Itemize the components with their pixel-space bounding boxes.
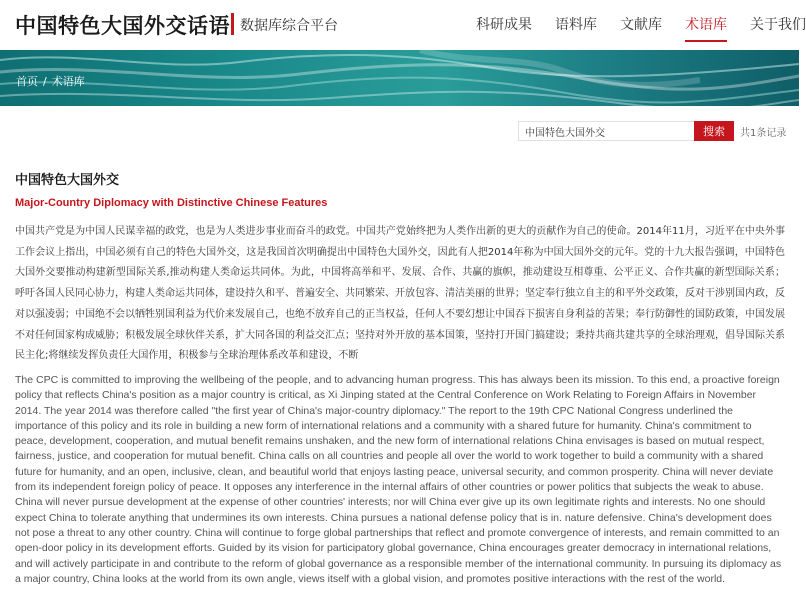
- nav-item-terminology[interactable]: 术语库: [685, 14, 727, 42]
- breadcrumb-home[interactable]: 首页: [16, 75, 38, 88]
- term-definition-en: The CPC is committed to improving the wellbeing of the people, and to advancing human progress. This has always been its mission. To this end, a proactive foreign policy that reflects China's position as a major country is critical, as Xi Jinping stated at the Central Conference on Work Relating to Foreign Affairs in November 2014. The year 2014 was therefore called "the first year of China's major-country diplomacy." The report to the 19th CPC National Congress underlined the importance of this policy and its role in building a new form of international relations and a community with a shared future for humanity. China's commitment to peace, development, cooperation, and mutual benefit remains unshaken, and the new form of international relations China envisages is based on mutual respect, fairness, justice, and cooperation for mutual benefit. China calls on all countries and people all over the world to work together to build a community with a shared future for humanity, and an open, inclusive, clean, and beautiful world that enjoys lasting peace, universal security, and common prosperity. China will never deviate from its independent foreign policy of peace. It opposes any interference in the internal affairs of other countries or power politics that subjects the weak to abuse. China will never pursue development at the expense of other countries' interests; nor will China ever give up its own legitimate rights and interests. No one should expect China to tolerate anything that undermines its own interests. China pursues a national defense policy that is in. nature defensive. China's development does not pose a threat to any other country. China will continue to forge global partnerships that reflect and promote convergence of interests, and remain committed to an open-door policy in its development efforts. Guided by its vision for participatory global governance, China encourages greater democracy in international relations, and will actively participate in and contribute to the reform of global governance as a responsible member of the international community. In pursuing its diplomacy as a major country, China looks at the world from its own angle, views itself with a global vision, and promotes positive interactions with the rest of the world.: [15, 374, 782, 585]
- breadcrumb: [16, 73, 85, 89]
- breadcrumb-separator: /: [43, 75, 47, 88]
- search-bar: [518, 121, 786, 141]
- site-logo-subtitle: 数据库综合平台: [240, 18, 338, 34]
- term-title-en: Major-Country Diplomacy with Distinctive Chinese Features: [15, 197, 328, 209]
- logo-divider: [231, 13, 234, 35]
- nav-item-corpus[interactable]: 语料库: [555, 17, 597, 33]
- term-title-zh: 中国特色大国外交: [15, 173, 120, 188]
- site-logo-title[interactable]: 中国特色大国外交话语: [15, 14, 230, 38]
- nav-item-about[interactable]: 关于我们: [750, 17, 806, 33]
- water-wave-image: [0, 50, 799, 106]
- page-banner: [0, 50, 799, 106]
- main-nav: [476, 14, 806, 42]
- result-count: 共1条记录: [740, 127, 787, 139]
- breadcrumb-current: 术语库: [51, 75, 85, 88]
- nav-item-research[interactable]: 科研成果: [476, 17, 532, 33]
- search-input[interactable]: [518, 121, 694, 141]
- search-button[interactable]: 搜索: [694, 121, 734, 141]
- term-definition-zh: 中国共产党是为中国人民谋幸福的政党，也是为人类进步事业而奋斗的政党。中国共产党始终把为人类作出新的更大的贡献作为自己的使命。2014年11月，习近平在中央外事工作会议上指出，中国必须有自己的特色大国外交，这是我国首次明确提出中国特色大国外交，因此有人把2014年称为中国大国外交的元年。党的十九大报告强调，中国特色大国外交要推动构建新型国际关系,推动构建人类命运共同体。为此，中国将高举和平、发展、合作、共赢的旗帜，推动建设互相尊重、公平正义、合作共赢的新型国际关系；呼吁各国人民同心协力，构建人类命运共同体，建设持久和平、普遍安全、共同繁荣、开放包容、清洁美丽的世界；坚定奉行独立自主的和平外交政策，反对干涉别国内政，反对以强凌弱；中国绝不会以牺牲别国利益为代价来发展自己，也绝不放弃自己的正当权益，任何人不要幻想让中国吞下损害自身利益的苦果；奉行防御性的国防政策，中国发展不对任何国家构成威胁；积极发展全球伙伴关系，扩大同各国的利益交汇点；坚持对外开放的基本国策，坚持打开国门搞建设；秉持共商共建共享的全球治理观，倡导国际关系民主化;将继续发挥负责任大国作用，积极参与全球治理体系改革和建设，不断: [15, 226, 785, 362]
- site-header: [0, 0, 806, 50]
- nav-item-literature[interactable]: 文献库: [620, 17, 662, 33]
